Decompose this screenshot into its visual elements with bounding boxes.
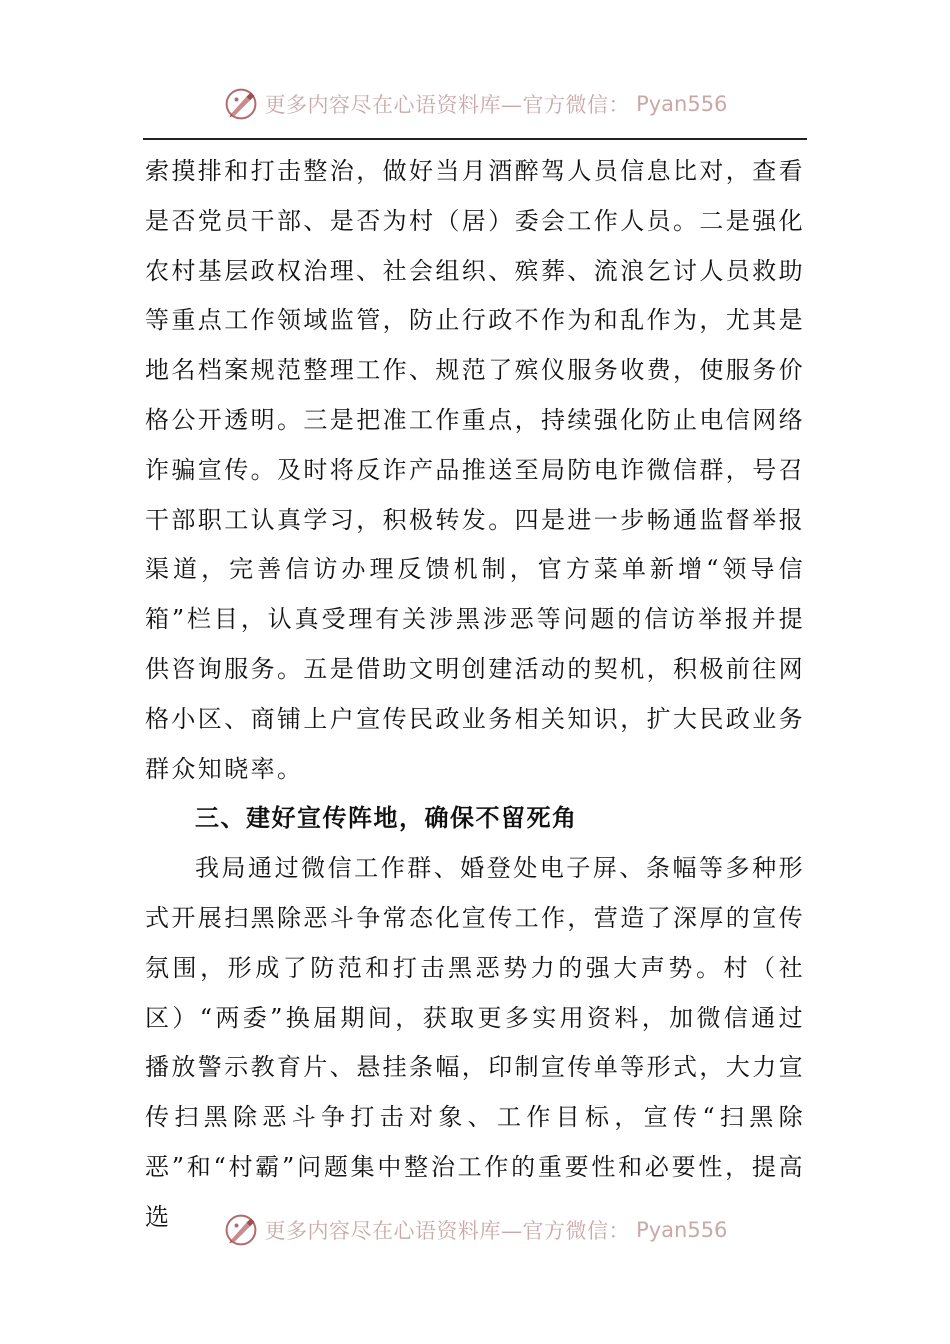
document-body (145, 147, 805, 1243)
body-paragraph-2: 我局通过微信工作群、婚登处电子屏、条幅等多种形式开展扫黑除恶斗争常态化宣传工作，营造了深厚的宣传氛围，形成了防范和打击黑恶势力的强大声势。村（社区）“两委”换届期间，获取更多实用资料，加微信通过播放警示教育片、悬挂条幅，印制宣传单等形式，大力宣传扫黑除恶斗争打击对象、工作目标，宣传“扫黑除恶”和“村霸”问题集中整治工作的重要性和必要性，提高选 (145, 854, 805, 1231)
header-watermark (0, 84, 950, 124)
watermark-wechat-id: Pyan556 (636, 1218, 728, 1242)
pen-nib-logo-icon (223, 1212, 259, 1248)
watermark-text: 更多内容尽在心语资料库—官方微信： (264, 1219, 631, 1243)
body-paragraph-1: 索摸排和打击整治，做好当月酒醉驾人员信息比对，查看是否党员干部、是否为村（居）委会工作人员。二是强化农村基层政权治理、社会组织、殡葬、流浪乞讨人员救助等重点工作领域监管，防止行政不作为和乱作为，尤其是地名档案规范整理工作、规范了殡仪服务收费，使服务价格公开透明。三是把准工作重点，持续强化防止电信网络诈骗宣传。及时将反诈产品推送至局防电诈微信群，号召干部职工认真学习，积极转发。四是进一步畅通监督举报渠道，完善信访办理反馈机制，官方菜单新增“领导信箱”栏目，认真受理有关涉黑涉恶等问题的信访举报并提供咨询服务。五是借助文明创建活动的契机，积极前往网格小区、商铺上户宣传民政业务相关知识，扩大民政业务群众知晓率。 (145, 157, 805, 783)
watermark-text: 更多内容尽在心语资料库—官方微信： (264, 93, 631, 117)
header-divider (143, 138, 807, 140)
footer-watermark (0, 1210, 950, 1250)
section-heading-3: 三、建好宣传阵地，确保不留死角 (195, 804, 578, 833)
watermark-wechat-id: Pyan556 (636, 92, 728, 116)
pen-nib-logo-icon (223, 86, 259, 122)
